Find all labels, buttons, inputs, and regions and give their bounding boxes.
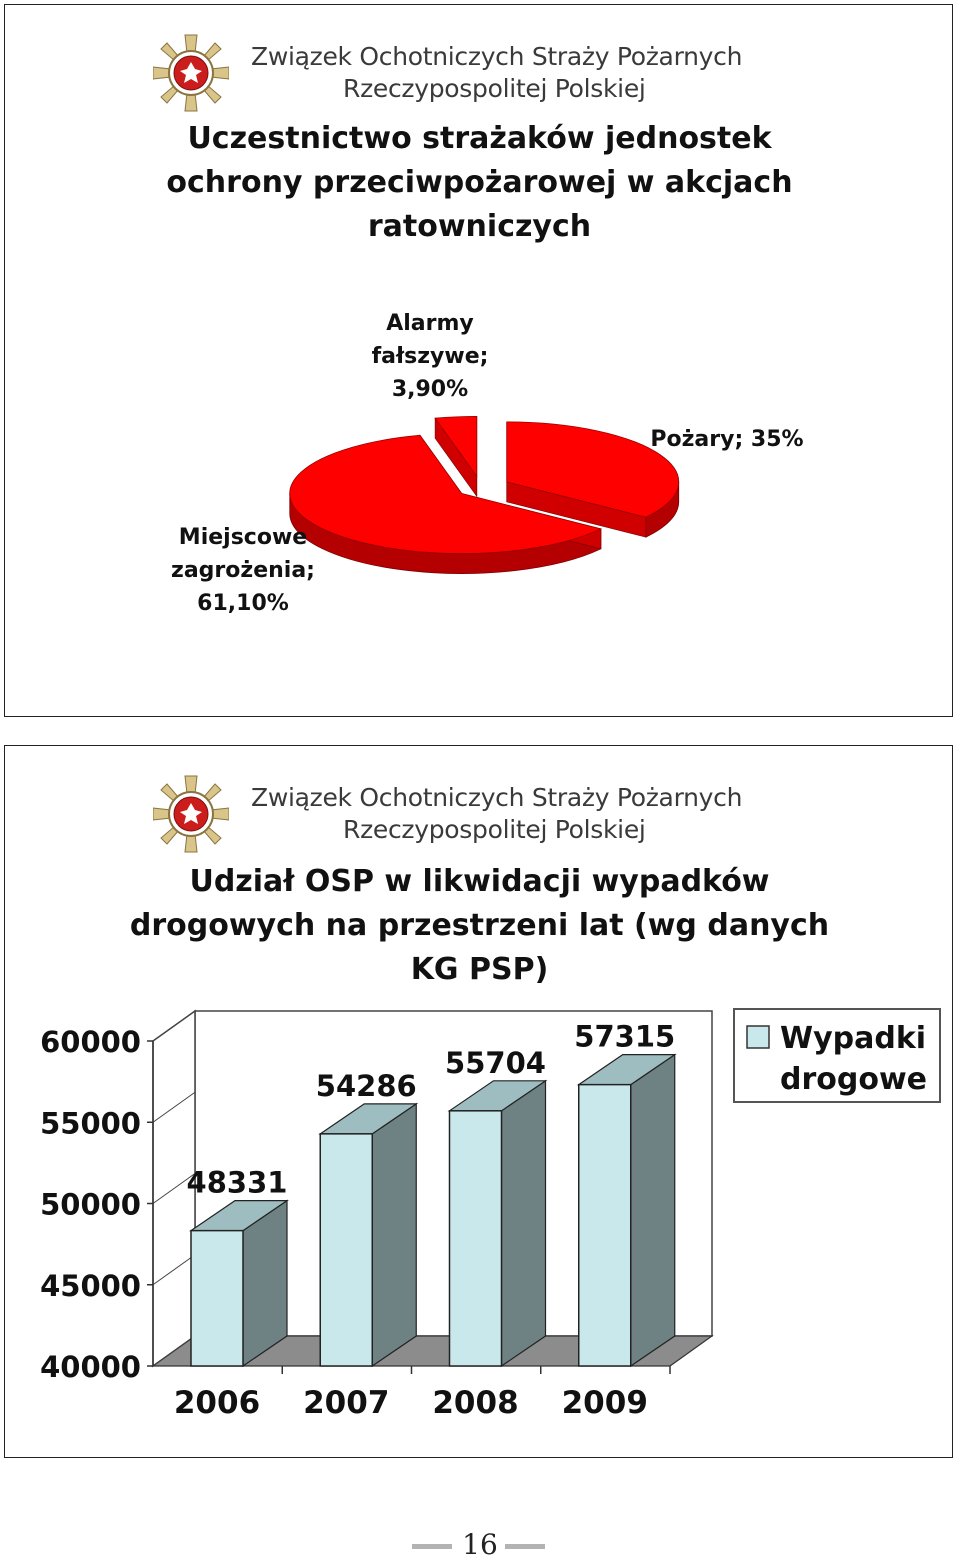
- pie-label-alarmy-line: 3,90%: [391, 377, 469, 402]
- pie-label-alarmy-line: Alarmy: [386, 311, 474, 336]
- slide-participation: [4, 4, 953, 717]
- bar-value-label: 54286: [315, 1068, 417, 1103]
- chart-legend: [734, 1009, 940, 1102]
- bar-chart: [5, 746, 953, 1458]
- bar-2009: [579, 1055, 675, 1366]
- x-tick-label: 2008: [432, 1385, 519, 1421]
- bar-value-label: 48331: [186, 1165, 288, 1200]
- y-tick-label: 50000: [40, 1187, 141, 1222]
- slide-road-accidents: [4, 745, 953, 1458]
- title-line: Uczestnictwo strażaków jednostek: [187, 121, 772, 156]
- page-number: 16: [462, 1528, 498, 1561]
- organization-name-line1: Związek Ochotniczych Straży Pożarnych: [251, 42, 743, 71]
- legend-label-line: Wypadki: [780, 1021, 927, 1056]
- footer-rule-left: [412, 1544, 452, 1549]
- pie-label-pozary: Pożary; 35%: [650, 427, 804, 452]
- footer-rule-right: [505, 1544, 545, 1549]
- y-tick-label: 60000: [40, 1025, 141, 1059]
- y-tick-label: 55000: [40, 1106, 141, 1141]
- title-line: Udział OSP w likwidacji wypadków: [189, 864, 770, 899]
- page-footer: [0, 1526, 960, 1560]
- bar-2008: [450, 1081, 546, 1366]
- x-tick-label: 2009: [561, 1385, 648, 1421]
- pie-label-miejscowe-line: Miejscowe: [178, 525, 308, 550]
- x-tick-label: 2007: [303, 1385, 390, 1421]
- title-line: ochrony przeciwpożarowej w akcjach: [166, 165, 793, 200]
- organization-name-line2: Rzeczypospolitej Polskiej: [343, 815, 646, 844]
- pie-label-miejscowe-line: 61,10%: [197, 591, 289, 616]
- bar-2007: [320, 1104, 416, 1366]
- pie-chart: [5, 5, 953, 717]
- bar-value-label: 57315: [574, 1019, 676, 1054]
- title-line: ratowniczych: [367, 209, 592, 244]
- title-line: KG PSP): [410, 952, 549, 987]
- x-tick-label: 2006: [173, 1385, 261, 1421]
- pie-label-miejscowe-line: zagrożenia;: [171, 558, 315, 583]
- organization-name-line2: Rzeczypospolitej Polskiej: [343, 74, 646, 103]
- legend-label-line: drogowe: [780, 1062, 928, 1097]
- title-line: drogowych na przestrzeni lat (wg danych: [129, 908, 830, 943]
- bar-2006: [191, 1201, 287, 1366]
- legend-swatch: [747, 1026, 769, 1048]
- y-tick-label: 40000: [40, 1350, 141, 1384]
- y-tick-label: 45000: [40, 1268, 141, 1303]
- organization-name-line1: Związek Ochotniczych Straży Pożarnych: [251, 783, 743, 812]
- pie-label-alarmy-line: fałszywe;: [371, 344, 489, 369]
- bar-value-label: 55704: [445, 1045, 546, 1080]
